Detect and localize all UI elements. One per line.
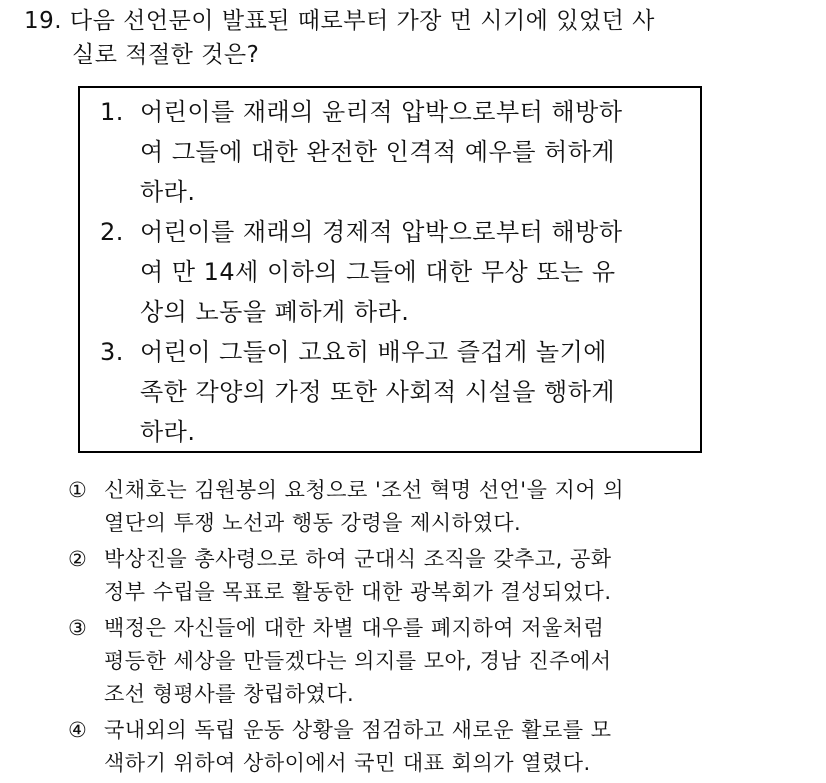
declaration-item-line: 여 만 14세 이하의 그들에 대한 무상 또는 유 <box>140 258 616 286</box>
declaration-item <box>100 332 615 452</box>
option-marker: ③ <box>68 616 88 640</box>
declaration-item <box>100 92 623 212</box>
declaration-item <box>100 212 623 332</box>
question-number: 19. <box>24 8 63 34</box>
declaration-item-line: 하라. <box>140 178 196 206</box>
question-text-line-1: 다음 선언문이 발표된 때로부터 가장 먼 시기에 있었던 사 <box>69 8 655 34</box>
option-text-line: 정부 수립을 목표로 활동한 대한 광복회가 결성되었다. <box>104 580 612 604</box>
question-stem <box>24 4 804 72</box>
option-marker: ① <box>68 478 88 502</box>
option-text-line: 백정은 자신들에 대한 차별 대우를 폐지하여 저울처럼 <box>104 616 605 640</box>
answer-options <box>68 474 808 783</box>
option-text-line: 박상진을 총사령으로 하여 군대식 조직을 갖추고, 공화 <box>104 547 612 571</box>
declaration-item-number: 2. <box>100 218 124 246</box>
option-text-line: 조선 형평사를 창립하였다. <box>104 682 355 706</box>
declaration-item-line: 어린이 그들이 고요히 배우고 즐겁게 놀기에 <box>140 338 607 366</box>
answer-option-2[interactable] <box>68 543 808 609</box>
declaration-item-line: 어린이를 재래의 경제적 압박으로부터 해방하 <box>140 218 623 246</box>
option-text-line: 국내외의 독립 운동 상황을 점검하고 새로운 활로를 모 <box>104 718 612 742</box>
option-text-line: 색하기 위하여 상하이에서 국민 대표 회의가 열렸다. <box>104 751 591 775</box>
question-line-1 <box>24 4 804 38</box>
option-marker: ② <box>68 547 88 571</box>
option-text-line: 열단의 투쟁 노선과 행동 강령을 제시하였다. <box>104 511 522 535</box>
declaration-item-line: 하라. <box>140 418 196 446</box>
answer-option-1[interactable] <box>68 474 808 540</box>
declaration-box <box>78 86 702 453</box>
option-text-line: 평등한 세상을 만들겠다는 의지를 모아, 경남 진주에서 <box>104 649 612 673</box>
question-text-line-2: 실로 적절한 것은? <box>72 42 260 68</box>
declaration-item-line: 여 그들에 대한 완전한 인격적 예우를 허하게 <box>140 138 616 166</box>
option-text-line: 신채호는 김원봉의 요청으로 '조선 혁명 선언'을 지어 의 <box>104 478 625 502</box>
answer-option-4[interactable] <box>68 714 808 780</box>
declaration-item-number: 1. <box>100 98 124 126</box>
answer-option-3[interactable] <box>68 612 808 711</box>
declaration-item-line: 상의 노동을 폐하게 하라. <box>140 298 410 326</box>
option-marker: ④ <box>68 718 88 742</box>
declaration-item-line: 족한 각양의 가정 또한 사회적 시설을 행하게 <box>140 378 616 406</box>
declaration-item-line: 어린이를 재래의 윤리적 압박으로부터 해방하 <box>140 98 623 126</box>
declaration-item-number: 3. <box>100 338 124 366</box>
